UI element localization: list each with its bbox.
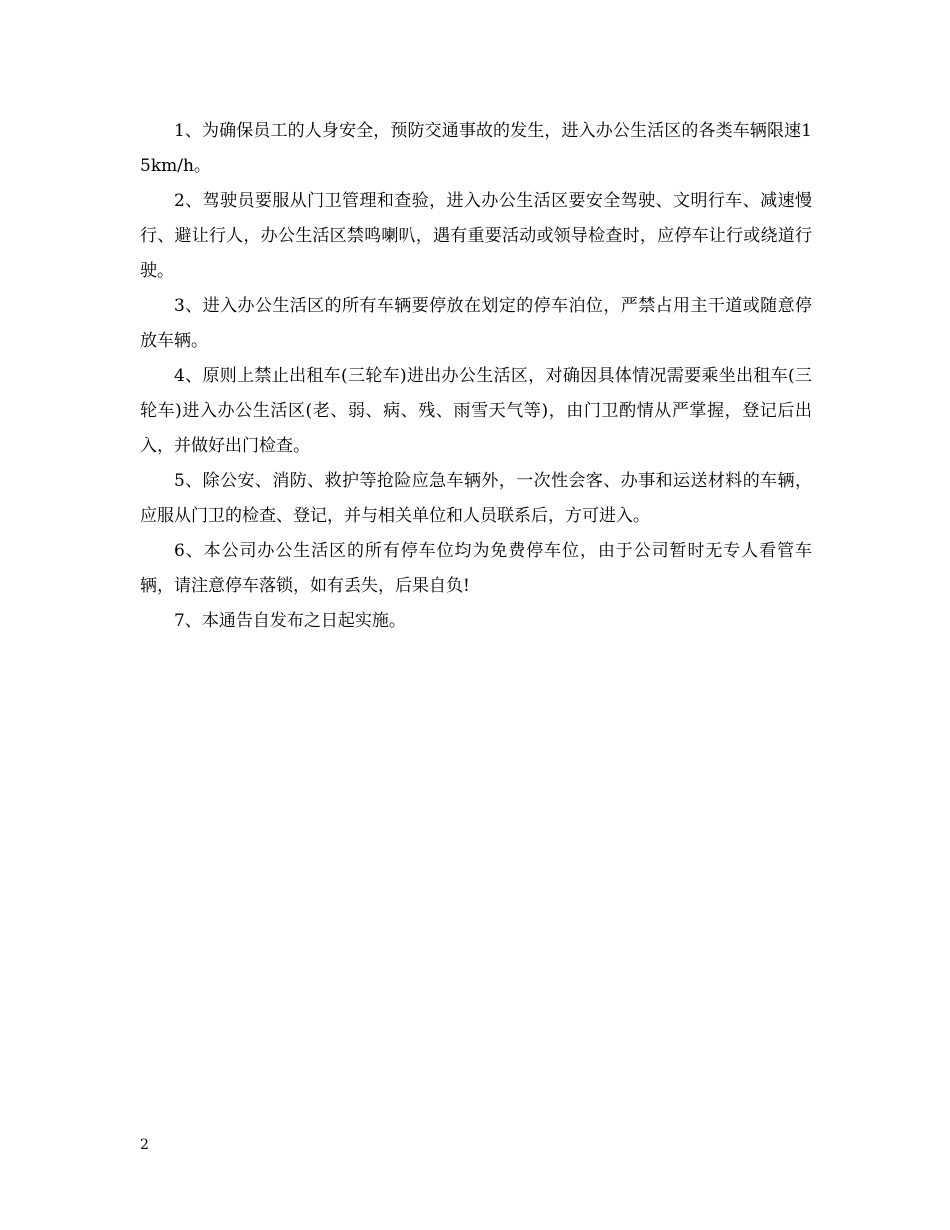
paragraph-visitor-vehicle-rules: 5、除公安、消防、救护等抢险应急车辆外，一次性会客、办事和运送材料的车辆，应服从门卫的检查、登记，并与相关单位和人员联系后，方可进入。 <box>140 471 812 526</box>
page-number: 2 <box>140 1137 149 1153</box>
paragraph-speed-limit: 1、为确保员工的人身安全，预防交通事故的发生，进入办公生活区的各类车辆限速15km/h。 <box>140 121 812 176</box>
paragraph-driver-rules: 2、驾驶员要服从门卫管理和查验，进入办公生活区要安全驾驶、文明行车、减速慢行、避让行人，办公生活区禁鸣喇叭，遇有重要活动或领导检查时，应停车让行或绕道行驶。 <box>140 191 812 281</box>
paragraph-effective-date: 7、本通告自发布之日起实施。 <box>174 611 406 631</box>
paragraph-parking-liability: 6、本公司办公生活区的所有停车位均为免费停车位，由于公司暂时无专人看管车辆，请注意停车落锁，如有丢失，后果自负! <box>140 541 812 596</box>
paragraph-parking-rules: 3、进入办公生活区的所有车辆要停放在划定的停车泊位，严禁占用主干道或随意停放车辆。 <box>140 296 812 351</box>
paragraph-taxi-rules: 4、原则上禁止出租车(三轮车)进出办公生活区，对确因具体情况需要乘坐出租车(三轮车)进入办公生活区(老、弱、病、残、雨雪天气等)，由门卫酌情从严掌握，登记后出入，并做好出门检查。 <box>140 366 812 456</box>
document-body <box>140 114 812 639</box>
